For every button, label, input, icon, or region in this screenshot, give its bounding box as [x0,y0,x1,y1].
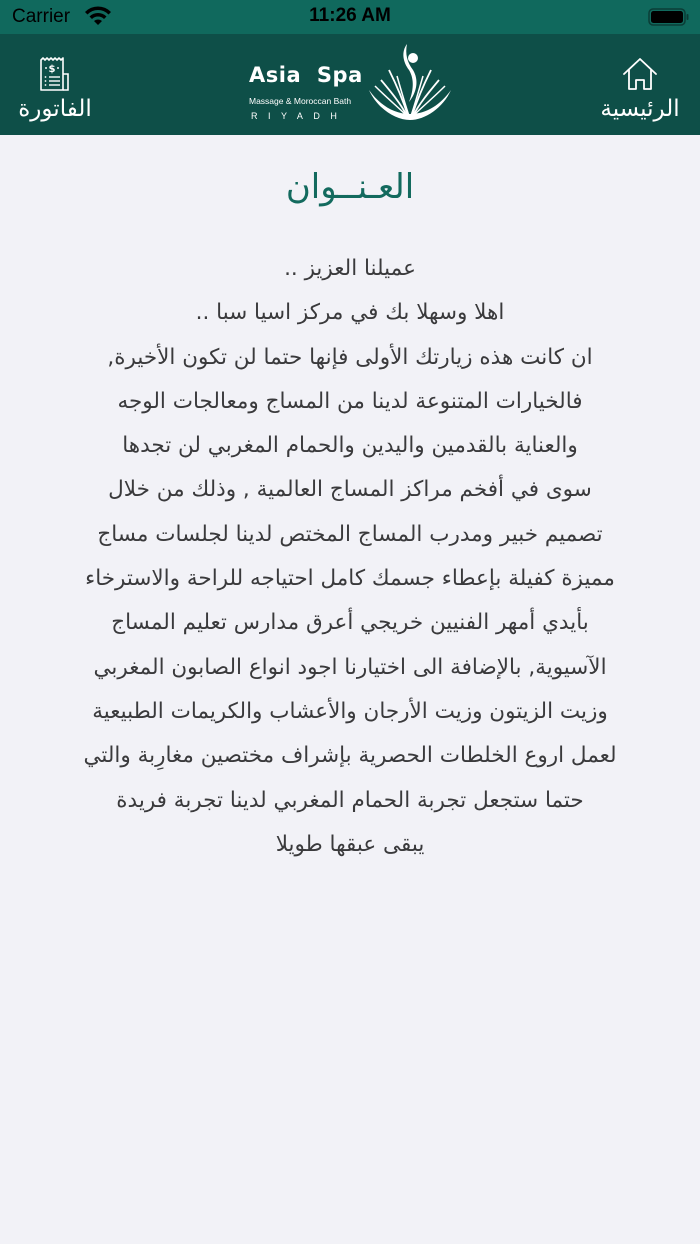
logo-city: RIYADH [251,111,348,121]
text-line: فالخيارات المتنوعة لدينا من المساج ومعالجات الوجه [117,388,583,414]
invoice-button[interactable] [14,34,96,135]
welcome-message [40,247,660,867]
page-title: العـنــوان [285,167,415,207]
text-line: لعمل اروع الخلطات الحصرية بإشراف مختصين مغارِبة والتي [83,743,617,769]
logo-title: Asia Spa [249,63,363,87]
battery-icon [648,8,690,26]
text-line: وزيت الزيتون وزيت الأرجان والأعشاب والكريمات الطبيعية [92,698,608,724]
text-line: عميلنا العزيز .. [284,256,416,281]
text-line: سوى في أفخم مراكز المساج العالمية , وذلك من خلال [108,477,592,503]
invoice-icon [35,54,75,94]
text-line: اهلا وسهلا بك في مركز اسيا سبا .. [195,300,505,326]
text-line: بأيدي أمهر الفنيين خريجي أعرق مدارس تعليم المساج [111,610,589,636]
logo-subtitle: Massage & Moroccan Bath [249,96,352,106]
status-time: 11:26 AM [309,5,391,26]
nav-bar [0,34,700,135]
carrier-label: Carrier [12,6,71,27]
logo [245,38,455,130]
text-line: يبقى عبقها طويلا [275,831,425,857]
text-line: ان كانت هذه زيارتك الأولى فإنها حتما لن تكون الأخيرة, [107,344,593,370]
invoice-label: الفاتورة [18,96,92,122]
home-button[interactable] [584,34,696,135]
text-line: حتما ستجعل تجربة الحمام المغربي لدينا تجربة فريدة [116,787,584,813]
text-line: والعناية بالقدمين واليدين والحمام المغربي لن تجدها [122,433,578,459]
status-bar [0,0,700,34]
lotus-icon [367,40,453,124]
svg-text:$: $ [48,64,56,75]
home-icon [620,54,660,94]
home-label: الرئيسية [600,96,680,122]
text-line: مميزة كفيلة بإعطاء جسمك كامل احتياجه للراحة والاسترخاء [85,566,615,592]
text-line: الآسيوية, بالإضافة الى اختيارنا اجود انواع الصابون المغربي [93,654,607,680]
text-line: تصميم خبير ومدرب المساج المختص لدينا لجلسات مساج [97,521,603,547]
